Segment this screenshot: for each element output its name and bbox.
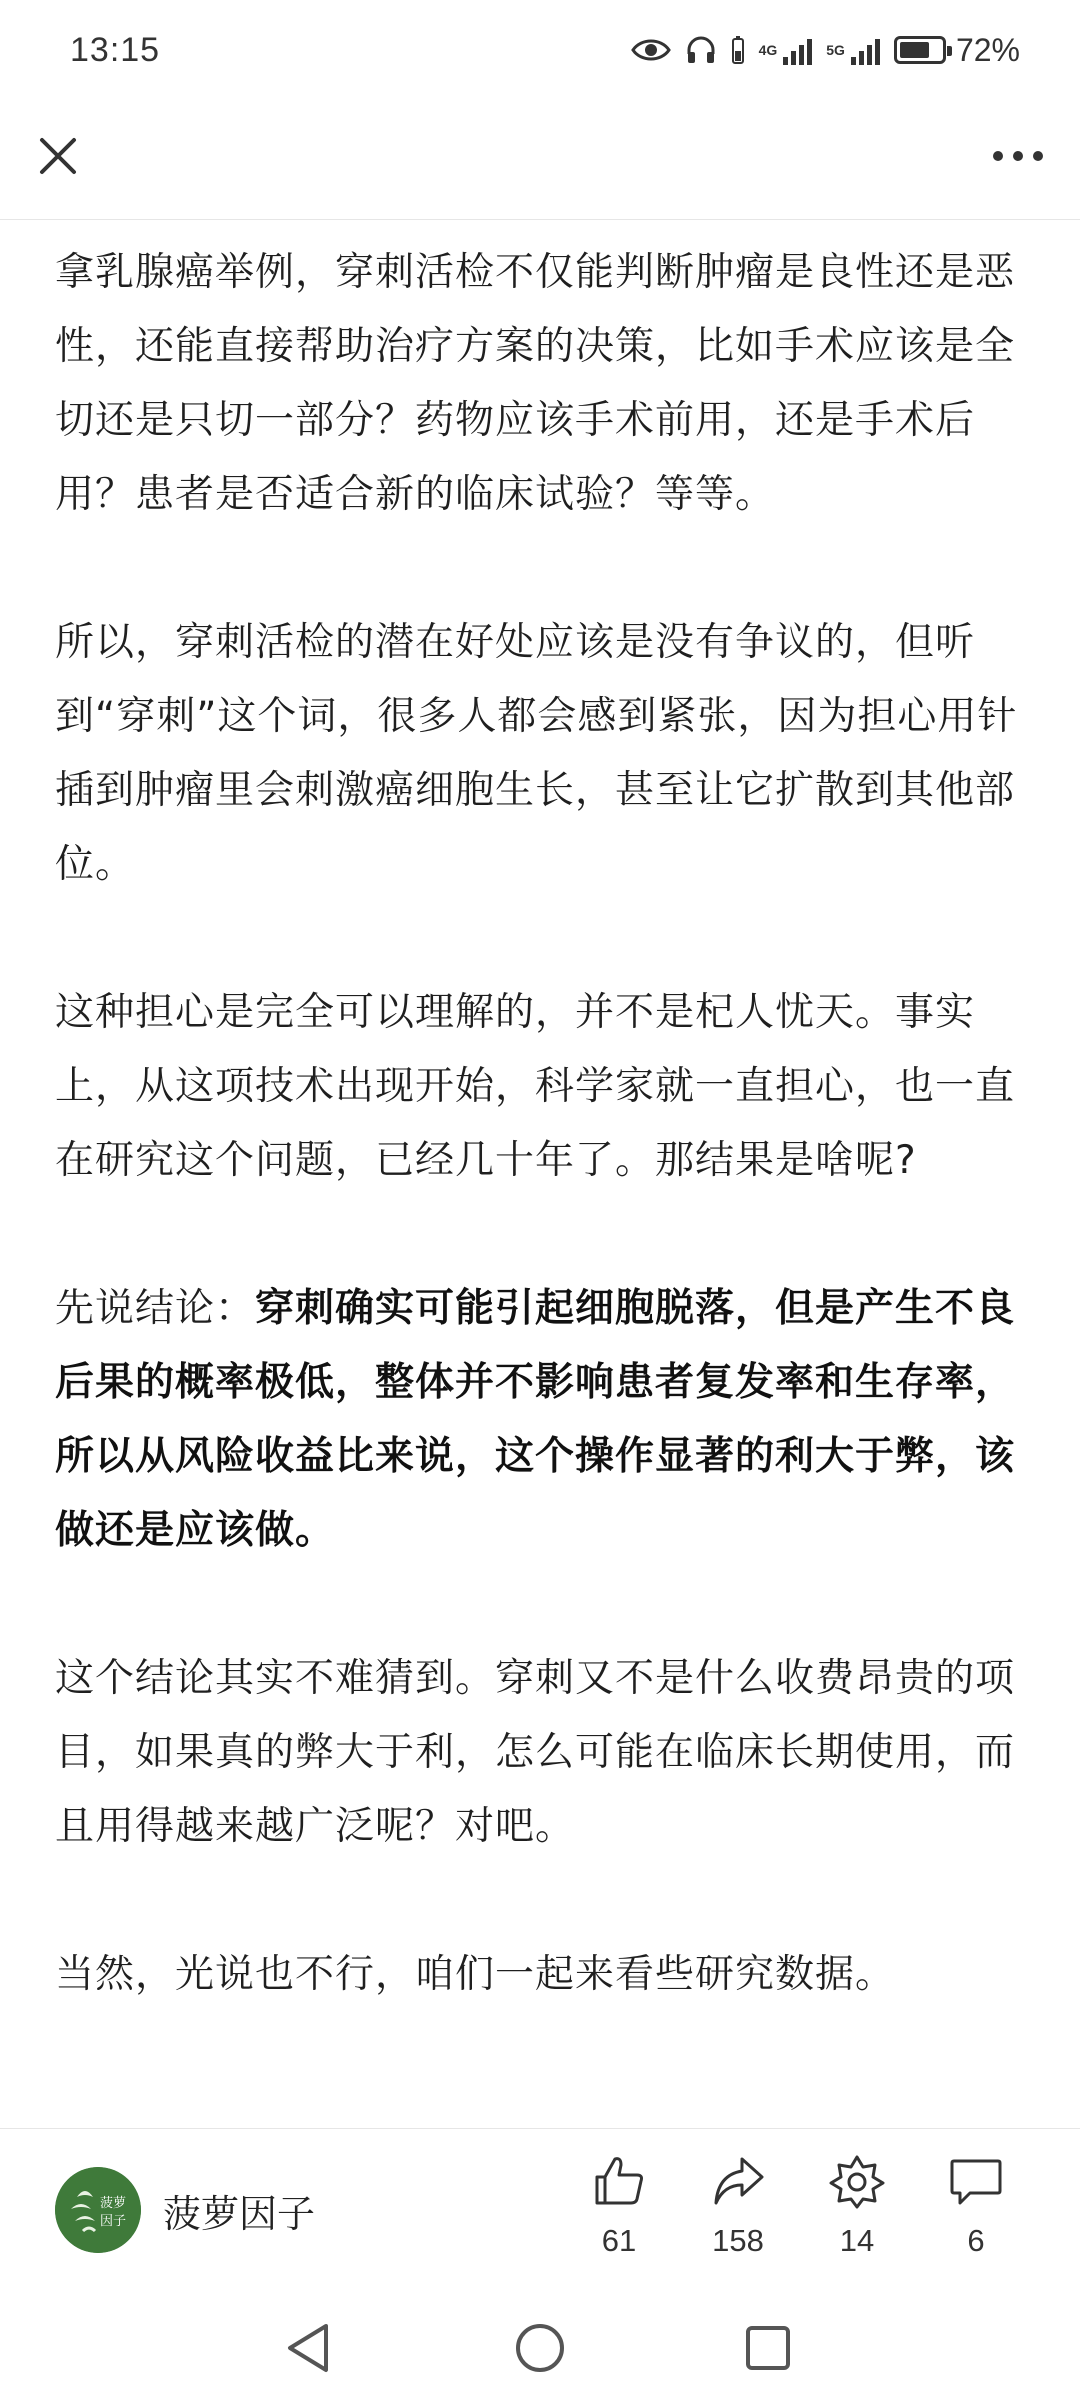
comment-count: 6 <box>967 2223 985 2258</box>
close-button[interactable] <box>26 124 90 188</box>
more-button[interactable] <box>982 124 1054 188</box>
network-type-2: 5G <box>826 42 845 58</box>
author-name[interactable]: 菠萝因子 <box>163 2192 316 2236</box>
paragraph-4 <box>55 1272 1030 1568</box>
conclusion-bold: 穿刺确实可能引起细胞脱落，但是产生不良后果的概率极低，整体并不影响患者复发率和生存率，所以从风险收益比来说，这个操作显著的利大于弊，该做还是应该做。 <box>55 1286 1016 1553</box>
paragraph-6: 当然，光说也不行，咱们一起来看些研究数据。 <box>55 1952 896 1997</box>
action-bar <box>0 2128 1080 2296</box>
avatar-logo-icon <box>55 2167 141 2253</box>
collect-icon <box>829 2153 885 2209</box>
battery <box>894 32 1020 69</box>
share-button[interactable] <box>683 2153 793 2259</box>
comment-icon <box>948 2153 1004 2209</box>
recents-button[interactable] <box>733 2316 803 2380</box>
signal-bars-icon <box>783 35 812 65</box>
status-time: 13:15 <box>70 30 161 69</box>
paragraph-2: 所以，穿刺活检的潜在好处应该是没有争议的，但听到“穿刺”这个词，很多人都会感到紧张，因为担心用针插到肿瘤里会刺激癌细胞生长，甚至让它扩散到其他部位。 <box>55 620 1018 887</box>
avatar[interactable] <box>55 2167 141 2253</box>
article-body <box>55 236 1030 2126</box>
battery-percent: 72% <box>955 31 1020 68</box>
battery-icon <box>894 36 946 64</box>
comment-button[interactable] <box>921 2153 1031 2259</box>
home-icon <box>514 2322 566 2374</box>
like-button[interactable] <box>564 2153 674 2259</box>
top-bar <box>0 100 1080 220</box>
more-icon <box>992 150 1044 162</box>
network-type-1: 4G <box>758 42 778 58</box>
share-icon <box>710 2153 766 2209</box>
signal-bars-icon <box>851 35 880 65</box>
home-button[interactable] <box>505 2316 575 2380</box>
battery-fill <box>900 42 929 58</box>
paragraph-5: 这个结论其实不难猜到。穿刺又不是什么收费昂贵的项目，如果真的弊大于利，怎么可能在临床长期使用，而且用得越来越广泛呢？对吧。 <box>55 1656 1016 1849</box>
thumbs-up-icon <box>591 2153 647 2209</box>
avatar-text-2: 因子 <box>99 2214 127 2229</box>
avatar-text-1: 菠萝 <box>99 2196 127 2211</box>
collect-count: 14 <box>839 2223 875 2258</box>
signal-2 <box>826 35 880 65</box>
recents-icon <box>744 2324 792 2372</box>
paragraph-3: 这种担心是完全可以理解的，并不是杞人忧天。事实上，从这项技术出现开始，科学家就一直担心，也一直在研究这个问题，已经几十年了。那结果是啥呢? <box>55 990 1016 1183</box>
back-icon <box>284 2322 332 2374</box>
eye-icon <box>631 36 671 64</box>
like-count: 61 <box>601 2223 637 2258</box>
share-count: 158 <box>712 2223 764 2258</box>
back-button[interactable] <box>273 2316 343 2380</box>
status-icons <box>631 32 1020 69</box>
status-bar <box>0 0 1080 100</box>
paragraph-1: 拿乳腺癌举例，穿刺活检不仅能判断肿瘤是良性还是恶性，还能直接帮助治疗方案的决策，比如手术应该是全切还是只切一部分？药物应该手术前用，还是手术后用？患者是否适合新的临床试验？等等。 <box>55 250 1016 517</box>
headphones-icon <box>685 34 717 66</box>
signal-1 <box>759 35 813 65</box>
conclusion-label: 先说结论： <box>55 1286 256 1331</box>
collect-button[interactable] <box>802 2153 912 2259</box>
system-nav-bar <box>0 2296 1080 2400</box>
battery-saver-icon <box>731 35 745 65</box>
close-icon <box>38 136 78 176</box>
